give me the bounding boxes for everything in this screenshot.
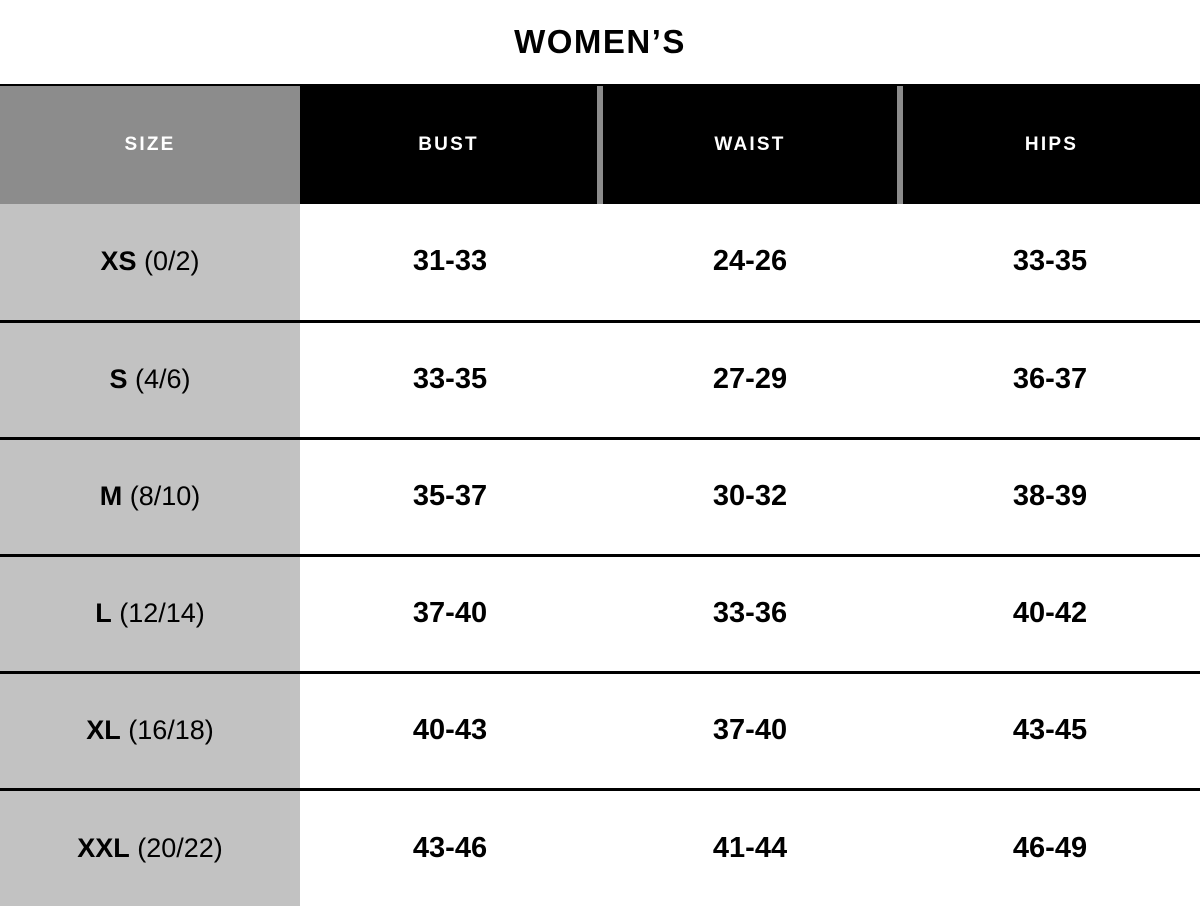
size-abbr: L: [95, 598, 112, 628]
size-numeric: (8/10): [129, 481, 201, 511]
cell-hips: 43-45: [900, 672, 1200, 789]
cell-hips: 38-39: [900, 438, 1200, 555]
cell-size: [0, 204, 300, 321]
size-abbr: XS: [100, 246, 137, 277]
cell-bust: 35-37: [300, 438, 600, 555]
cell-hips: 40-42: [900, 555, 1200, 672]
cell-bust: 33-35: [300, 321, 600, 438]
cell-size: [0, 438, 300, 555]
cell-bust: 40-43: [300, 672, 600, 789]
column-header-waist: WAIST: [600, 86, 900, 204]
table-row: [0, 204, 1200, 321]
cell-hips: 46-49: [900, 789, 1200, 906]
cell-waist: 41-44: [600, 789, 900, 906]
cell-bust: 37-40: [300, 555, 600, 672]
table-row: [0, 555, 1200, 672]
table-header: [0, 86, 1200, 204]
cell-waist: 30-32: [600, 438, 900, 555]
cell-hips: 36-37: [900, 321, 1200, 438]
chart-title-bar: [0, 0, 1200, 86]
table-row: [0, 789, 1200, 906]
size-abbr: XL: [86, 715, 121, 745]
cell-size: [0, 555, 300, 672]
cell-size: [0, 321, 300, 438]
cell-bust: 43-46: [300, 789, 600, 906]
size-numeric: (4/6): [135, 364, 191, 394]
table-row: [0, 321, 1200, 438]
cell-size: [0, 789, 300, 906]
size-abbr: S: [109, 364, 128, 394]
size-numeric: (16/18): [128, 715, 214, 745]
size-numeric: (0/2): [144, 246, 200, 277]
column-header-hips: HIPS: [900, 86, 1200, 204]
size-numeric: (12/14): [119, 598, 205, 628]
cell-waist: 24-26: [600, 204, 900, 321]
cell-bust: 31-33: [300, 204, 600, 321]
size-abbr: XXL: [77, 832, 130, 863]
cell-waist: 33-36: [600, 555, 900, 672]
page-title: WOMEN’S: [514, 23, 686, 60]
column-header-size: SIZE: [0, 86, 300, 204]
size-numeric: (20/22): [137, 832, 223, 863]
cell-size: [0, 672, 300, 789]
cell-waist: 27-29: [600, 321, 900, 438]
size-abbr: M: [99, 481, 123, 511]
cell-hips: 33-35: [900, 204, 1200, 321]
table-header-row: [0, 86, 1200, 204]
table-row: [0, 438, 1200, 555]
table-body: [0, 204, 1200, 906]
table-row: [0, 672, 1200, 789]
cell-waist: 37-40: [600, 672, 900, 789]
column-header-bust: BUST: [300, 86, 600, 204]
size-chart-table: [0, 86, 1200, 906]
